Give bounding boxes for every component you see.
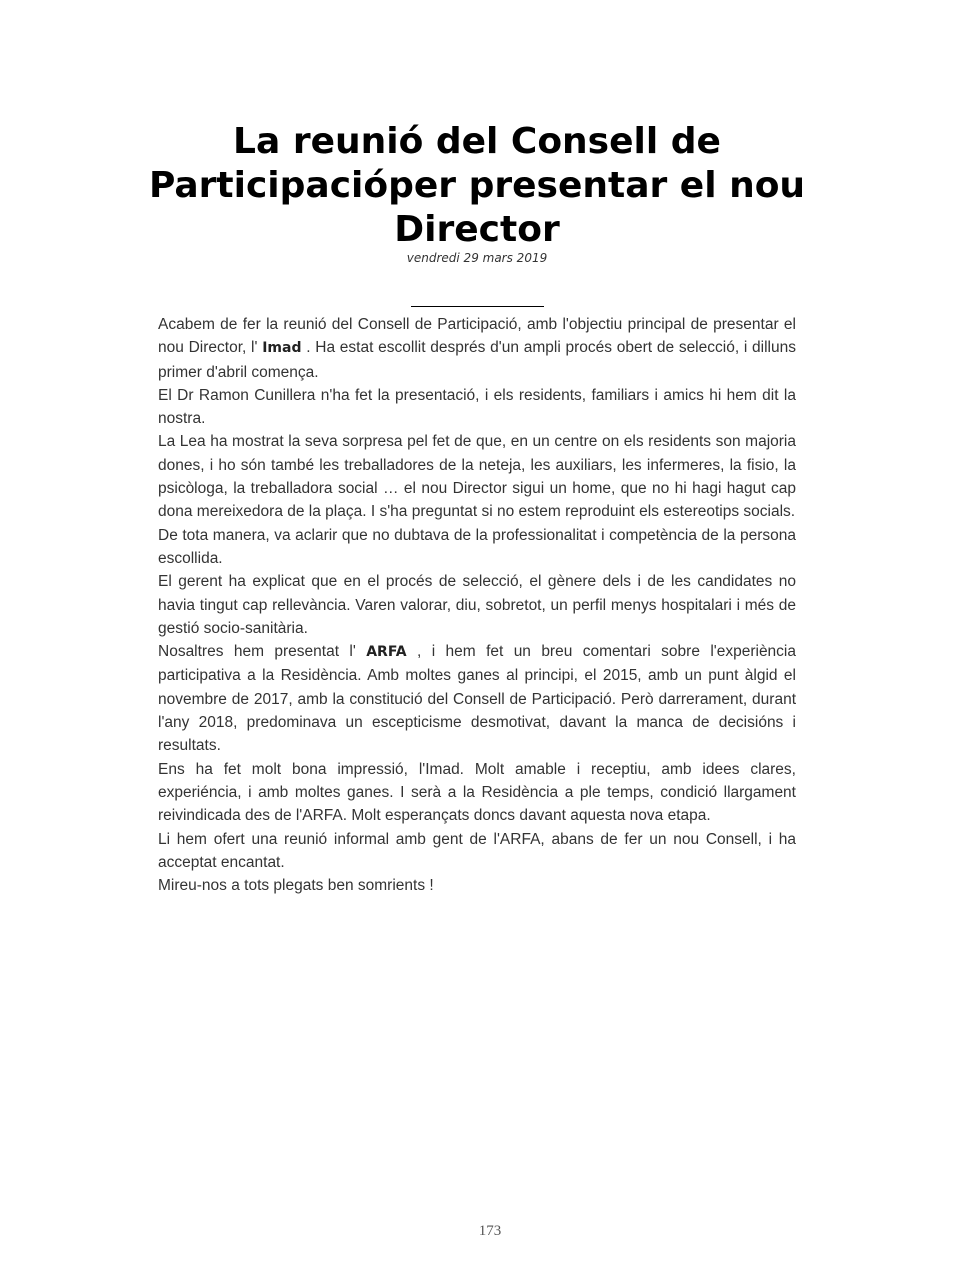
- text-run: Acabem de fer la reunió del Consell de Participació, amb l'objectiu principal de presentar el nou Director, l': [158, 316, 796, 357]
- paragraph: Li hem ofert una reunió informal amb gent de l'ARFA, abans de fer un nou Consell, i ha acceptat encantat.: [158, 830, 796, 871]
- association-name: ARFA: [366, 644, 407, 661]
- text-run: . Ha estat escollit després d'un ampli procés obert de selecció, i dilluns primer d'abril comença.: [158, 339, 796, 381]
- paragraph: El gerent ha explicat que en el procés de selecció, el gènere dels i de les candidates no havia tingut cap rellevància. Varen valorar, diu, sobretot, un perfil menys hospitalari i més de gestió socio-sanitària.: [158, 573, 796, 637]
- text-run: Nosaltres hem presentat l': [158, 643, 367, 661]
- text-run: , i hem fet un breu comentari sobre l'experiència participativa a la Residència. Amb moltes ganes al principi, el 2015, amb un punt àlgid el novembre de 2017, amb la constitució del Consell de Participació. Però darrerament, durant l'any 2018, predominava un escepticisme desmotivat, davant la manca de decisións i resultats.: [158, 643, 796, 755]
- paragraph: [158, 640, 796, 757]
- title-divider: [411, 306, 544, 307]
- paragraph: [158, 313, 796, 384]
- paragraph: Mireu-nos a tots plegats ben somrients !: [158, 877, 434, 895]
- page-number: 173: [478, 1223, 502, 1239]
- paragraph: La Lea ha mostrat la seva sorpresa pel fet de que, en un centre on els residents son majoria dones, i ho són també les treballadores de la neteja, les auxiliars, les infermeres, la fisio, la psicòloga, la treballadora social … el nou Director sigui un home, que no hi hagi hagut cap dona mereixedora de la plaça. I s'ha preguntat si no estem reproduint els estereotips socials.: [158, 433, 796, 521]
- article-body: [158, 313, 796, 897]
- director-name: Imad: [262, 340, 302, 357]
- article-date: vendredi 29 mars 2019: [406, 251, 548, 265]
- article-title: La reunió del Consell de Participacióper presentar el nou Director: [148, 121, 806, 250]
- paragraph: De tota manera, va aclarir que no dubtava de la professionalitat i competència de la persona escollida.: [158, 526, 796, 567]
- paragraph: El Dr Ramon Cunillera n'ha fet la presentació, i els residents, familiars i amics hi hem dit la nostra.: [158, 386, 796, 428]
- paragraph: Ens ha fet molt bona impressió, l'Imad. Molt amable i receptiu, amb idees clares, experiéncia, i amb moltes ganes. I serà a la Residència a ple temps, condició llargament reivindicada des de l'ARFA. Molt esperançats doncs davant aquesta nova etapa.: [158, 760, 796, 825]
